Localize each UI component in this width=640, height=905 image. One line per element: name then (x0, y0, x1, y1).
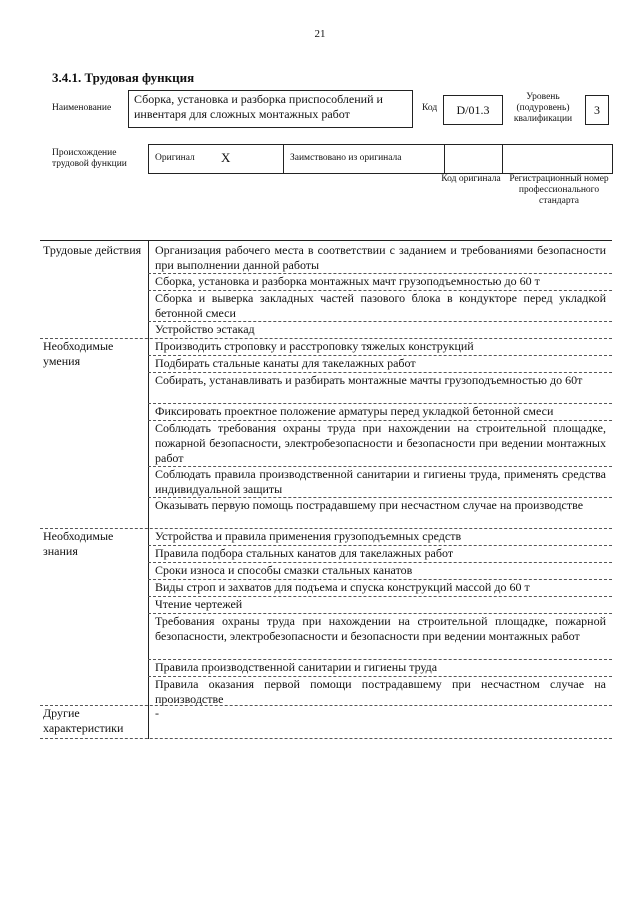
origin-table (148, 144, 613, 174)
category-labor-actions: Трудовые действия (43, 243, 142, 257)
list-item: Подбирать стальные канаты для такелажных работ (155, 356, 416, 370)
name-label: Наименование (52, 103, 112, 113)
column-divider (148, 241, 149, 739)
list-item: Соблюдать правила производственной санитарии и гигиены труда, применять средства индивидуальной защиты (155, 467, 606, 496)
list-item: Сборка и выверка закладных частей пазового блока в кондукторе перед укладкой бетонной смеси (155, 291, 606, 320)
list-item: Организация рабочего места в соответствии с заданием и требованиями безопасности при выполнении данной работы (155, 243, 606, 272)
borrowed-cell (284, 145, 445, 173)
function-name: Сборка, установка и разборка приспособлений и инвентаря для сложных монтажных работ (128, 90, 413, 128)
list-item: Устройство эстакад (155, 322, 255, 336)
borrowed-label: Заимствовано из оригинала (290, 153, 402, 163)
original-label: Оригинал (155, 153, 195, 163)
list-item: Собирать, устанавливать и разбирать монтажные мачты грузоподъемностью до 60т (155, 373, 583, 387)
function-details-table (40, 240, 612, 739)
list-item: Соблюдать требования охраны труда при нахождении на строительной площадке, пожарной безопасности, электробезопасности и безопасности при ведении монтажных работ (155, 421, 606, 465)
original-mark: X (221, 150, 231, 165)
list-item: Сборка, установка и разборка монтажных мачт грузоподъемностью до 60 т (155, 274, 540, 288)
list-item: Требования охраны труда при нахождении на строительной площадке, пожарной безопасности, электробезопасности и безопасности при ведении монтажных работ (155, 614, 606, 643)
list-item: Оказывать первую помощь пострадавшему при несчастном случае на производстве (155, 498, 584, 512)
list-item: Устройства и правила применения грузоподъемных средств (155, 529, 462, 543)
list-item: Чтение чертежей (155, 597, 243, 611)
category-skills: Необходимые умения (43, 339, 114, 368)
function-code: D/01.3 (443, 95, 503, 125)
original-cell (149, 145, 284, 173)
code-original-cell (445, 145, 503, 173)
qualification-level: 3 (585, 95, 609, 125)
level-label: Уровень (подуровень) квалификации (513, 92, 573, 124)
code-label: Код (422, 103, 438, 113)
category-other: Другие характеристики (43, 706, 124, 735)
origin-label: Происхождение трудовой функции (52, 148, 127, 169)
table-bottom (40, 738, 612, 739)
code-original-label: Код оригинала (441, 174, 501, 184)
list-item: Производить строповку и расстроповку тяжелых конструкций (155, 339, 474, 353)
list-item: Фиксировать проектное положение арматуры перед укладкой бетонной смеси (155, 404, 554, 418)
section-title: 3.4.1. Трудовая функция (52, 70, 195, 85)
reg-number-label: Регистрационный номер профессионального стандарта (509, 174, 609, 206)
list-item: Сроки износа и способы смазки стальных канатов (155, 563, 413, 577)
page-number: 21 (314, 28, 326, 40)
list-item: Правила подбора стальных канатов для такелажных работ (155, 546, 454, 560)
list-item: Виды строп и захватов для подъема и спуска конструкций массой до 60 т (155, 580, 530, 594)
list-item: - (155, 706, 159, 720)
list-item: Правила производственной санитарии и гигиены труда (155, 660, 438, 674)
list-item: Правила оказания первой помощи пострадавшему при несчастном случае на производстве (155, 677, 606, 706)
category-knowledge: Необходимые знания (43, 529, 114, 558)
